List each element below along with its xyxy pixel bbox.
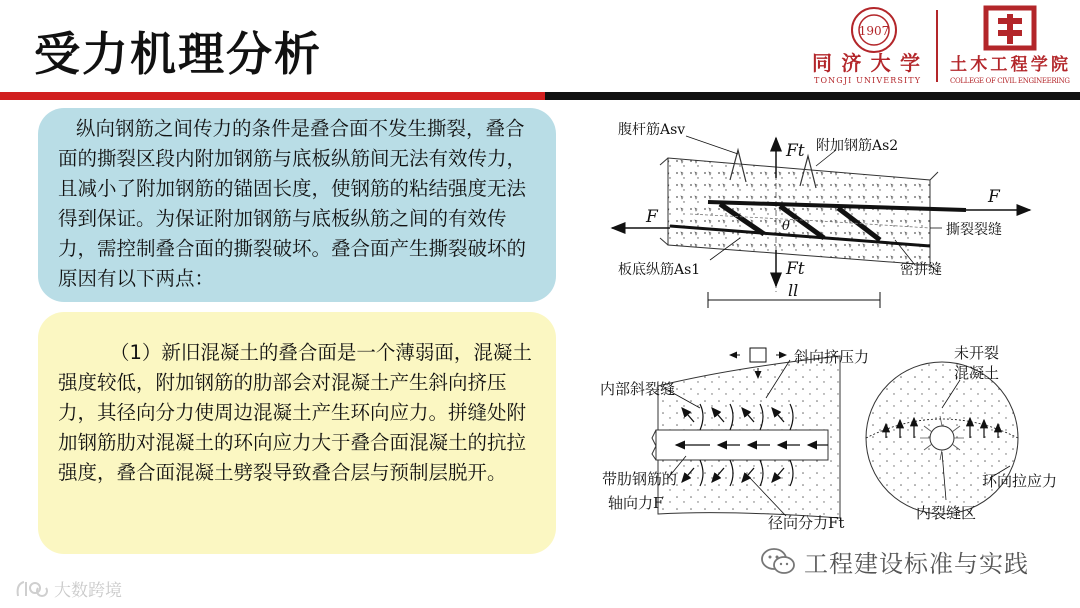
text-box-reason-one [38,312,556,554]
label-radial-component: 径向分力Ft [768,514,845,532]
label-oblique-pressure: 斜向挤压力 [794,348,870,366]
tongji-name: 同济大学 [812,51,920,75]
label-joint: 密拼缝 [900,262,942,278]
label-ft-top: Ft [786,141,805,161]
rib-bearing-diagram [590,338,1070,538]
brand-logo-icon [14,578,48,600]
label-force-left: F [646,207,658,227]
svg-text:1907: 1907 [858,24,890,38]
label-additional-bar: 附加钢筋As2 [816,138,899,154]
slide-title: 受力机理分析 [34,27,322,81]
text-box-conditions [38,108,556,302]
watermark-right-text: 工程建设标准与实践 [804,549,1029,578]
label-web-bar: 腹杆筋Asv [618,122,686,138]
tongji-sub: TONGJI UNIVERSITY [814,76,920,85]
tongji-logo [812,8,921,85]
label-internal-crack: 内部斜裂缝 [600,380,676,398]
label-uncracked-2: 混凝土 [954,364,1000,382]
splice-force-diagram [590,110,1060,315]
title-rule-accent [0,92,545,100]
civil-sub: COLLEGE OF CIVIL ENGINEERING [950,77,1070,85]
label-ft-bottom: Ft [786,259,805,279]
watermark-left-text: 大数跨境 [54,581,122,601]
watermark-brand [14,576,122,601]
label-length: ll [788,281,799,300]
label-axial-force: 轴向力F [608,494,664,512]
label-tear-crack: 撕裂裂缝 [946,222,1002,238]
civil-name: 土木工程学院 [950,55,1068,75]
label-force-right: F [988,187,1000,207]
label-uncracked-1: 未开裂 [954,344,1000,362]
civil-engineering-logo [950,8,1070,85]
watermark-wechat [760,541,1060,581]
university-logos [800,4,1076,88]
label-bottom-bar: 板底纵筋As1 [618,262,701,278]
wechat-icon [760,546,796,576]
label-ribbed-bar: 带肋钢筋的 [602,470,678,488]
label-hoop-tension: 环向拉应力 [982,472,1058,490]
paragraph-reason-one: （1）新旧混凝土的叠合面是一个薄弱面，混凝土强度较低，附加钢筋的肋部会对混凝土产生斜向挤压力，其径向分力使周边混凝土产生环向应力。拼缝处附加钢筋肋对混凝土的环向应力大于叠合面混凝土的抗拉强度，叠合面混凝土劈裂导致叠合层与预制层脱开。 [58,341,532,484]
label-theta: θ [782,219,790,234]
paragraph-conditions: 纵向钢筋之间传力的条件是叠合面不发生撕裂，叠合面的撕裂区段内附加钢筋与底板纵筋间无法有效传力，且减小了附加钢筋的锚固长度，使钢筋的粘结强度无法得到保证。为保证附加钢筋与底板纵筋之间的有效传力，需控制叠合面的撕裂破坏。叠合面产生撕裂破坏的原因有以下两点： [58,117,527,290]
label-inner-crack-zone: 内裂缝区 [916,504,977,522]
